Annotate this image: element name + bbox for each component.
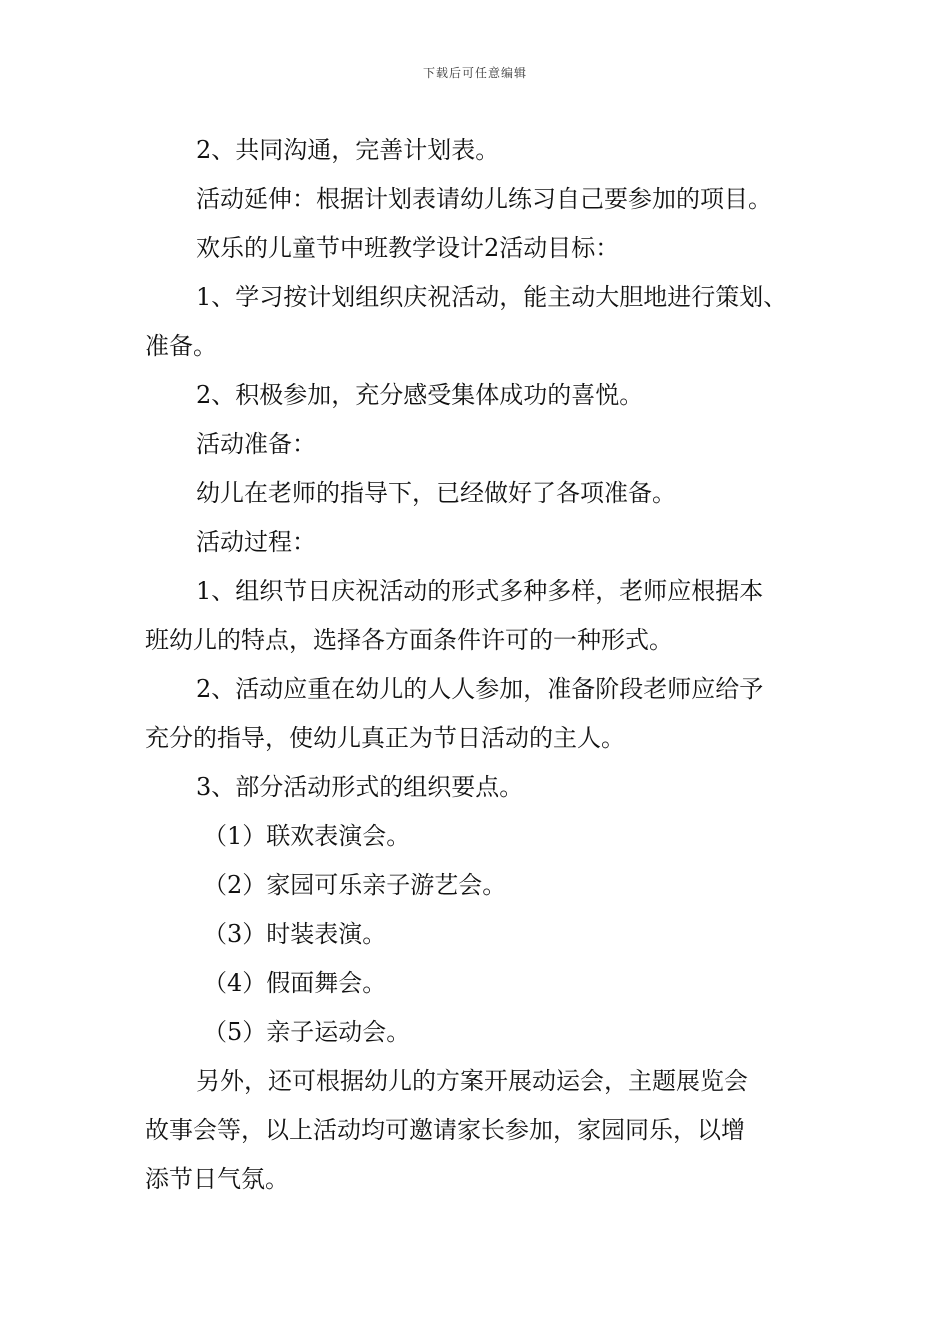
paragraph: 1、学习按计划组织庆祝活动，能主动大胆地进行策划、	[196, 283, 788, 311]
paragraph: 欢乐的儿童节中班教学设计2活动目标：	[196, 234, 620, 262]
paragraph-continuation: 充分的指导，使幼儿真正为节日活动的主人。	[145, 724, 625, 752]
list-item: （1）联欢表演会。	[203, 822, 411, 850]
paragraph: 活动过程：	[196, 528, 316, 556]
paragraph: 3、部分活动形式的组织要点。	[196, 773, 524, 801]
paragraph: 活动延伸：根据计划表请幼儿练习自己要参加的项目。	[196, 185, 772, 213]
paragraph: 2、活动应重在幼儿的人人参加，准备阶段老师应给予	[196, 675, 764, 703]
list-item: （3）时装表演。	[203, 920, 387, 948]
document-body	[145, 126, 810, 1204]
paragraph-continuation: 添节日气氛。	[145, 1165, 289, 1193]
page-header: 下载后可任意编辑	[422, 66, 527, 80]
paragraph: 活动准备：	[196, 430, 316, 458]
paragraph: 2、积极参加，充分感受集体成功的喜悦。	[196, 381, 644, 409]
list-item: （2）家园可乐亲子游艺会。	[203, 871, 507, 899]
paragraph-continuation: 准备。	[145, 332, 217, 360]
paragraph: 2、共同沟通，完善计划表。	[196, 136, 500, 164]
paragraph-continuation: 故事会等，以上活动均可邀请家长参加，家园同乐，以增	[145, 1116, 745, 1144]
paragraph-continuation: 班幼儿的特点，选择各方面条件许可的一种形式。	[145, 626, 673, 654]
list-item: （5）亲子运动会。	[203, 1018, 411, 1046]
paragraph: 另外，还可根据幼儿的方案开展动运会，主题展览会	[196, 1067, 748, 1095]
list-item: （4）假面舞会。	[203, 969, 387, 997]
paragraph: 幼儿在老师的指导下，已经做好了各项准备。	[196, 479, 676, 507]
paragraph: 1、组织节日庆祝活动的形式多种多样，老师应根据本	[196, 577, 764, 605]
